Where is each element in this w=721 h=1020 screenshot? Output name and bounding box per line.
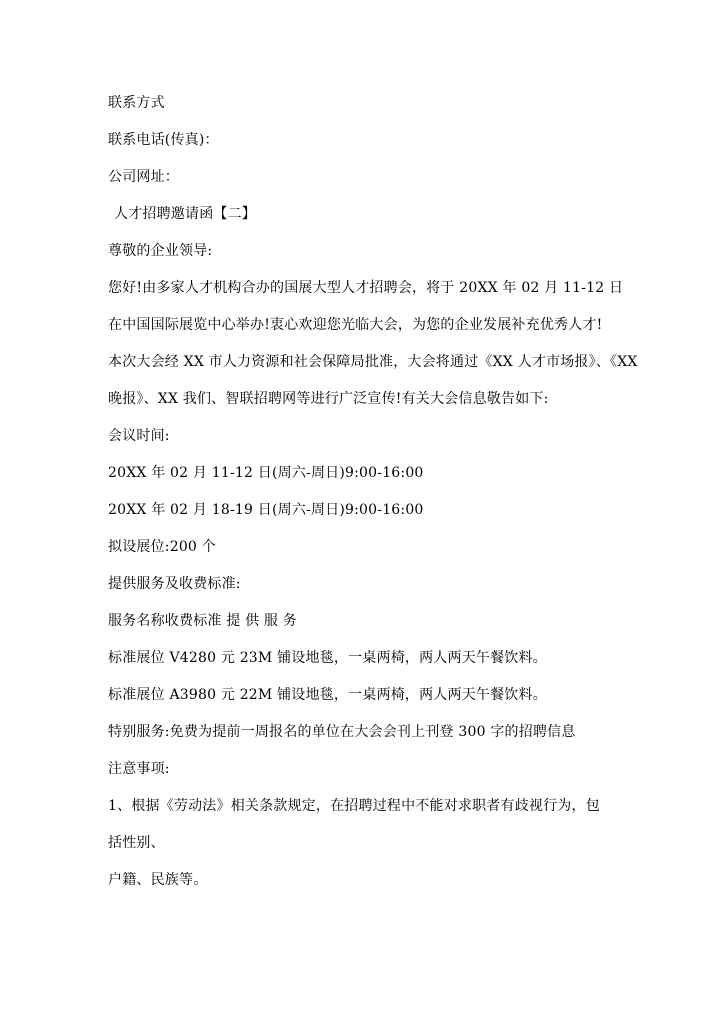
section-title: 人才招聘邀请函【二】 (114, 206, 256, 222)
booth-count-line: 拟设展位:200 个 (108, 539, 216, 555)
paragraph-line: 在中国国际展览中心举办!衷心欢迎您光临大会，为您的企业发展补充优秀人才! (108, 317, 603, 333)
service-row: 标准展位 V4280 元 23M 铺设地毯，一桌两椅，两人两天午餐饮料。 (108, 650, 547, 666)
special-service-line: 特别服务:免费为提前一周报名的单位在大会会刊上刊登 300 字的招聘信息 (108, 724, 576, 740)
notes-heading: 注意事项: (108, 761, 170, 777)
note-line: 括性别、 (108, 835, 165, 851)
salutation: 尊敬的企业领导: (108, 243, 213, 259)
meeting-date-line: 20XX 年 02 月 11-12 日(周六-周日)9:00-16:00 (108, 465, 424, 481)
contact-heading: 联系方式 (108, 95, 165, 111)
meeting-date-line: 20XX 年 02 月 18-19 日(周六-周日)9:00-16:00 (108, 502, 424, 518)
contact-phone-line: 联系电话(传真)： (108, 132, 219, 148)
services-heading: 提供服务及收费标准: (108, 576, 241, 592)
note-line: 1、根据《劳动法》相关条款规定，在招聘过程中不能对求职者有歧视行为，包 (108, 798, 600, 814)
meeting-time-heading: 会议时间: (108, 428, 170, 444)
company-website-line: 公司网址： (108, 169, 179, 185)
paragraph-line: 晚报》、XX 我们、智联招聘网等进行广泛宣传!有关大会信息敬告如下: (108, 391, 549, 407)
note-line: 户籍、民族等。 (108, 872, 208, 888)
paragraph-line: 本次大会经 XX 市人力资源和社会保障局批准，大会将通过《XX 人才市场报》、《XX (108, 354, 638, 370)
paragraph-line: 您好!由多家人才机构合办的国展大型人才招聘会，将于 20XX 年 02 月 11-12 日 (108, 280, 624, 296)
services-header-row: 服务名称收费标准 提 供 服 务 (108, 613, 297, 629)
service-row: 标准展位 A3980 元 22M 铺设地毯，一桌两椅，两人两天午餐饮料。 (108, 687, 547, 703)
